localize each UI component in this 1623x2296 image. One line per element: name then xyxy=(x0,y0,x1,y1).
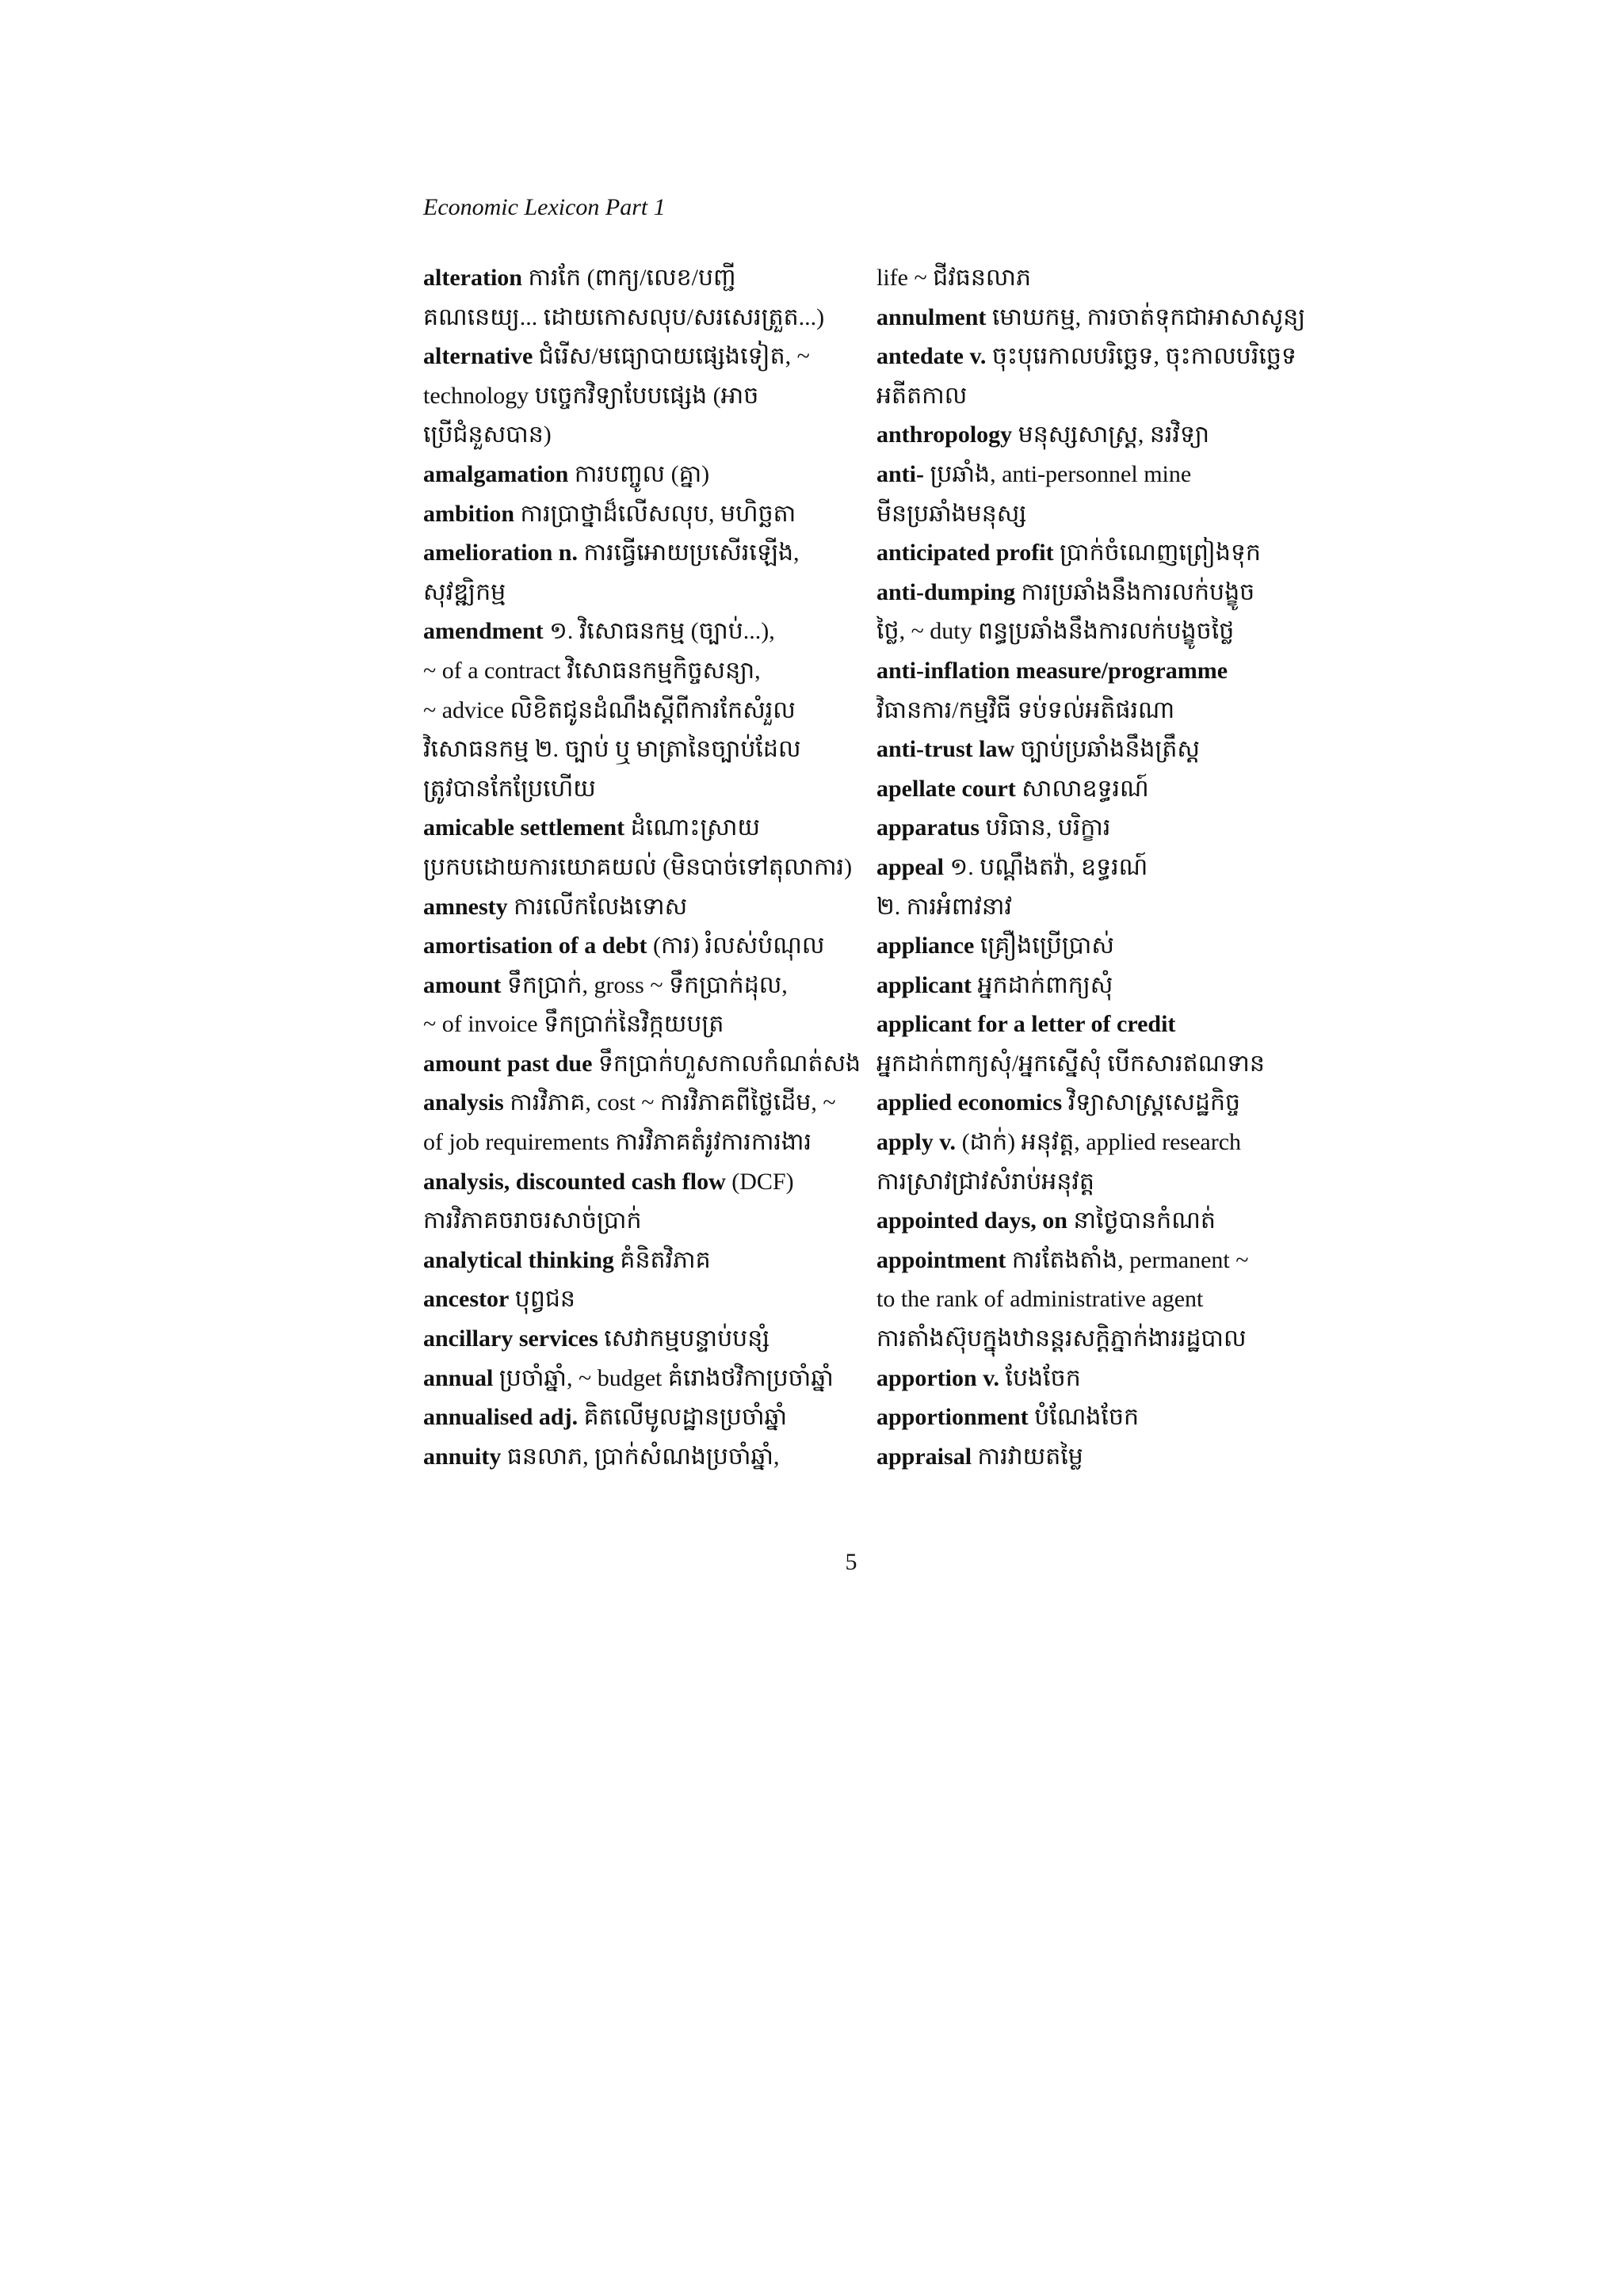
headword: anticipated profit xyxy=(876,540,1054,566)
definition-text: គិតលើមូលដ្ឋានប្រចាំឆ្នាំ xyxy=(578,1404,788,1431)
headword: applicant for a letter of credit xyxy=(876,1011,1176,1038)
entry-line xyxy=(423,966,867,1005)
definition-text: អតីតកាល xyxy=(876,382,968,409)
definition-text: មីនប្រឆាំងមនុស្ស xyxy=(876,500,1027,527)
definition-text: ដំណោះស្រាយ xyxy=(624,814,761,841)
entry-line xyxy=(876,1005,1320,1044)
definition-text: life ~ ជីវធនលាភ xyxy=(876,265,1031,291)
definition-text: បុព្វជន xyxy=(509,1286,575,1313)
definition-text: នាថ្ងៃបានកំណត់ xyxy=(1067,1207,1216,1234)
headword: ambition xyxy=(423,500,515,527)
entry-line xyxy=(876,926,1320,966)
headword: anti-inflation measure/programme xyxy=(876,657,1228,684)
entry-line xyxy=(876,298,1320,338)
definition-text: គ្រឿងប្រើប្រាស់ xyxy=(974,933,1114,959)
definition-text: បែងចែក xyxy=(999,1364,1081,1391)
definition-text: វិធានការ/កម្មវិធី ទប់ទល់អតិផរណា xyxy=(876,696,1175,723)
definition-text: វិសោធនកម្ម ២. ច្បាប់ ឬ មាត្រានៃច្បាប់ដែល xyxy=(423,736,801,763)
definition-text: ការតែងតាំង, permanent ~ xyxy=(1006,1246,1249,1273)
definition-text: ការប្រាថ្នាដ៏លើសលុប, មហិច្ឆតា xyxy=(514,500,796,527)
entry-line xyxy=(423,1437,867,1477)
definition-text: ការកែ (ពាក្យ/លេខ/បញ្ជី xyxy=(521,265,736,291)
entry-line xyxy=(423,887,867,927)
entry-line xyxy=(423,298,867,338)
headword: appraisal xyxy=(876,1443,972,1470)
definition-text: មនុស្សសាស្ត្រ, នរវិទ្យា xyxy=(1012,421,1209,448)
headword: annual xyxy=(423,1364,494,1391)
entry-line xyxy=(876,376,1320,416)
entry-line xyxy=(876,1083,1320,1123)
headword: apportionment xyxy=(876,1404,1029,1431)
headword: amelioration n. xyxy=(423,540,578,566)
definition-text: គណនេយ្យ... ដោយកោសលុប/សរសេរត្រួត...) xyxy=(423,303,825,330)
definition-text: ១. វិសោធនកម្ម (ច្បាប់...), xyxy=(543,618,775,645)
entry-line xyxy=(423,1162,867,1202)
headword: apply v. xyxy=(876,1129,957,1156)
headword: annualised adj. xyxy=(423,1404,579,1431)
entry-line xyxy=(876,573,1320,612)
definition-text: ប្រើជំនួសបាន) xyxy=(423,421,552,448)
headword: ancillary services xyxy=(423,1325,598,1352)
headword: applied economics xyxy=(876,1089,1063,1116)
headword: anti-trust law xyxy=(876,736,1015,763)
entry-line xyxy=(423,1359,867,1398)
entry-line xyxy=(423,808,867,848)
definition-text: technology បច្ចេកវិទ្យាបែបផ្សេង (អាច xyxy=(423,382,759,409)
definition-text: ប្រកបដោយការយោគយល់ (មិនបាច់ទៅតុលាការ) xyxy=(423,853,853,880)
definition-text: ត្រូវបានកែប្រែហើយ xyxy=(423,775,596,802)
entry-line xyxy=(423,926,867,966)
headword: alteration xyxy=(423,265,522,291)
definition-text: ការប្រឆាំងនឹងការលក់បង្ខូច xyxy=(1015,578,1255,605)
entry-line xyxy=(423,1319,867,1359)
entry-line xyxy=(423,533,867,573)
headword: annulment xyxy=(876,303,987,330)
definition-text: សុវឌ្ឍិកម្ម xyxy=(423,578,506,605)
entry-line xyxy=(876,455,1320,494)
entry-line xyxy=(423,848,867,887)
entry-line xyxy=(876,1162,1320,1202)
entry-line xyxy=(423,1005,867,1044)
definition-text: ថ្លៃ, ~ duty ពន្ធប្រឆាំងនឹងការលក់បង្ខូចថ្លៃ xyxy=(876,618,1235,645)
definition-text: (ការ) រំលស់បំណុល xyxy=(647,933,825,959)
definition-text: អ្នកដាក់ពាក្យសុំ/អ្នកស្នើសុំ បើកសារឥណទាន xyxy=(876,1050,1265,1077)
entry-line xyxy=(876,415,1320,455)
entry-line xyxy=(876,1437,1320,1477)
headword: amount xyxy=(423,971,502,998)
definition-text: ជំរើស/មធ្យោបាយផ្សេងទៀត, ~ xyxy=(533,343,810,370)
definition-text: វិទ្យាសាស្ត្រសេដ្ឋកិច្ច xyxy=(1062,1089,1241,1116)
definition-text: ធនលាភ, ប្រាក់សំណងប្រចាំឆ្នាំ, xyxy=(501,1443,780,1470)
entry-line xyxy=(876,494,1320,534)
entry-line xyxy=(423,1201,867,1241)
entry-line xyxy=(876,1241,1320,1280)
definition-text: ទឹកប្រាក់, gross ~ ទឹកប្រាក់ដុល, xyxy=(501,971,788,998)
page-number: 5 xyxy=(845,1549,857,1575)
entry-line xyxy=(423,415,867,455)
headword: applicant xyxy=(876,971,972,998)
entry-line xyxy=(876,533,1320,573)
definition-text: ប្រឆាំង, anti-personnel mine xyxy=(924,460,1192,487)
definition-text: (DCF) xyxy=(725,1168,794,1195)
headword: appliance xyxy=(876,933,975,959)
entry-line xyxy=(876,1280,1320,1319)
entry-line xyxy=(423,573,867,612)
entry-line xyxy=(423,1398,867,1437)
entry-line xyxy=(423,455,867,494)
entry-line xyxy=(423,1123,867,1162)
definition-text: ~ advice លិខិតជូនដំណឹងស្តីពីការកែសំរួល xyxy=(423,696,796,723)
entry-line xyxy=(876,1398,1320,1437)
entry-line xyxy=(876,848,1320,887)
headword: analysis xyxy=(423,1089,504,1116)
headword: apparatus xyxy=(876,814,980,841)
definition-text: ប្រាក់ចំណេញព្រៀងទុក xyxy=(1053,540,1261,566)
definition-text: អ្នកដាក់ពាក្យសុំ xyxy=(972,971,1113,998)
left-column xyxy=(423,258,867,1476)
headword: antedate v. xyxy=(876,343,987,370)
entry-line xyxy=(876,1201,1320,1241)
headword: amount past due xyxy=(423,1050,593,1077)
entry-line xyxy=(423,651,867,691)
headword: anti- xyxy=(876,460,924,487)
entry-line xyxy=(423,730,867,769)
headword: annuity xyxy=(423,1443,502,1470)
definition-text: (ដាក់) អនុវត្ត, applied research xyxy=(956,1129,1242,1156)
headword: amnesty xyxy=(423,893,508,920)
headword: appointment xyxy=(876,1246,1006,1273)
definition-text: ការវិភាគ, cost ~ ការវិភាគពីថ្លៃដើម, ~ xyxy=(503,1089,836,1116)
definition-text: បំណែងចែក xyxy=(1028,1404,1140,1431)
entry-line xyxy=(876,337,1320,376)
entry-line xyxy=(876,1319,1320,1359)
definition-text: ប្រចាំឆ្នាំ, ~ budget គំរោងថវិកាប្រចាំឆ្នាំ xyxy=(493,1364,834,1391)
entry-line xyxy=(876,966,1320,1005)
definition-text: ចុះបុរេកាលបរិច្ឆេទ, ចុះកាលបរិច្ឆេទ xyxy=(986,343,1296,370)
definition-text: ការលើកលែងទោស xyxy=(507,893,688,920)
entry-line xyxy=(423,1044,867,1084)
entry-line xyxy=(423,1083,867,1123)
definition-text: ២. ការអំពាវនាវ xyxy=(876,893,1013,920)
entry-line xyxy=(876,808,1320,848)
definition-text: សាលាឧទ្ធរណ៍ xyxy=(1015,775,1149,802)
definition-text: ការធ្វើអោយប្រសើរឡើង, xyxy=(578,540,800,566)
entry-line xyxy=(423,769,867,809)
headword: analysis, discounted cash flow xyxy=(423,1168,726,1195)
entry-line xyxy=(876,887,1320,927)
headword: apellate court xyxy=(876,775,1016,802)
definition-text: ការតាំងស៊ុបក្នុងឋានន្តរសក្តិភ្នាក់ងាររដ្ឋបាល xyxy=(876,1325,1247,1352)
entry-line xyxy=(423,1280,867,1319)
definition-text: ច្បាប់ប្រឆាំងនឹងត្រឹស្ត xyxy=(1014,736,1200,763)
headword: appeal xyxy=(876,853,945,880)
headword: amalgamation xyxy=(423,460,569,487)
entry-line xyxy=(423,376,867,416)
headword: amicable settlement xyxy=(423,814,625,841)
headword: analytical thinking xyxy=(423,1246,614,1273)
definition-text: ការស្រាវជ្រាវសំរាប់អនុវត្ត xyxy=(876,1168,1094,1195)
headword: alternative xyxy=(423,343,533,370)
entry-line xyxy=(876,769,1320,809)
definition-text: បរិធាន, បរិក្ខារ xyxy=(980,814,1111,841)
entry-line xyxy=(423,1241,867,1280)
definition-text: ~ of invoice ទឹកប្រាក់នៃវិក្កយបត្រ xyxy=(423,1011,724,1038)
headword: ancestor xyxy=(423,1286,510,1313)
entry-line xyxy=(876,258,1320,298)
entry-line xyxy=(876,730,1320,769)
running-head: Economic Lexicon Part 1 xyxy=(423,194,666,220)
definition-text: ការវិភាគចរាចរសាច់ប្រាក់ xyxy=(423,1207,642,1234)
entry-line xyxy=(876,1044,1320,1084)
definition-text: ទឹកប្រាក់ហួសកាលកំណត់សង xyxy=(592,1050,861,1077)
headword: amendment xyxy=(423,618,544,645)
headword: anthropology xyxy=(876,421,1013,448)
entry-line xyxy=(423,494,867,534)
headword: amortisation of a debt xyxy=(423,933,647,959)
entry-line xyxy=(876,612,1320,651)
definition-text: ~ of a contract វិសោធនកម្មកិច្ចសន្យា, xyxy=(423,657,761,684)
definition-text: ការវាយតម្លៃ xyxy=(972,1443,1083,1470)
definition-text: សេវាកម្មបន្ទាប់បន្សំ xyxy=(598,1325,770,1352)
definition-text: មោឃកម្ម, ការចាត់ទុកជាអាសាសូន្យ xyxy=(986,303,1306,330)
definition-text: ១. បណ្តឹងតវ៉ា, ឧទ្ធរណ៍ xyxy=(944,853,1148,880)
entry-line xyxy=(423,612,867,651)
entry-line xyxy=(876,1359,1320,1398)
right-column xyxy=(876,258,1320,1476)
entry-line xyxy=(423,258,867,298)
entry-line xyxy=(876,1123,1320,1162)
definition-text: ការបញ្ចូល (គ្នា) xyxy=(568,460,710,487)
definition-text: to the rank of administrative agent xyxy=(876,1286,1204,1313)
definition-text: of job requirements ការវិភាគតំរូវការការងារ xyxy=(423,1129,812,1156)
definition-text: គំនិតវិភាគ xyxy=(613,1246,711,1273)
headword: anti-dumping xyxy=(876,578,1016,605)
entry-line xyxy=(876,691,1320,730)
entry-line xyxy=(876,651,1320,691)
entry-line xyxy=(423,337,867,376)
headword: apportion v. xyxy=(876,1364,1000,1391)
entry-line xyxy=(423,691,867,730)
headword: appointed days, on xyxy=(876,1207,1067,1234)
